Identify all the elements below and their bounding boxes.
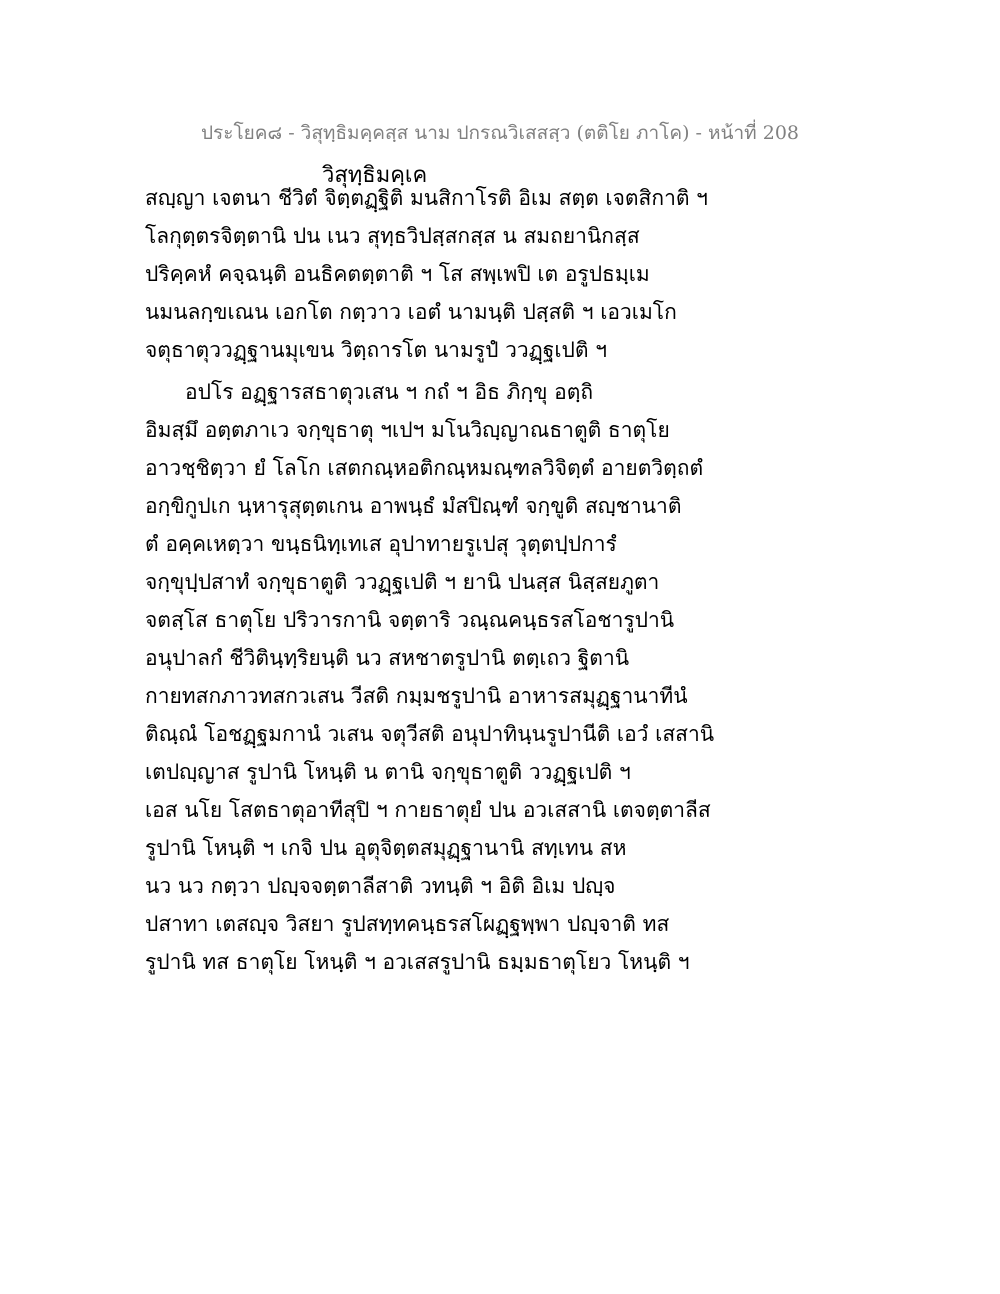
text-line: ติณฺณํ โอชฏฺฐมกานํ วเสน จตุวีสติ อนุปาทินฺนรูปานีติ เอวํ เสสานิ (145, 722, 715, 746)
section-heading: วิสุทฺธิมคฺเค (322, 163, 428, 188)
page-header: ประโยค๘ - วิสุทฺธิมคฺคสฺส นาม ปกรณวิเสสสฺว (ตติโย ภาโค) - หน้าที่ 208 (200, 122, 800, 144)
text-line: อกฺขิกูปเก นฺหารุสุตฺตเกน อาพนฺธํ มํสปิณฺฑํ จกฺขูติ สญฺชานาติ (145, 494, 682, 518)
text-line: อาวชฺชิตฺวา ยํ โลโก เสตกณฺหอติกณฺหมณฺฑลวิจิตฺตํ อายตวิตฺถตํ (145, 456, 704, 480)
text-line: รูปานิ ทส ธาตุโย โหนฺติ ฯ อวเสสรูปานิ ธมฺมธาตุโยว โหนฺติ ฯ (145, 950, 690, 974)
text-line: ปริคฺคหํ คจฺฉนฺติ อนธิคตตฺตาติ ฯ โส สพฺเพปิ เต อรูปธมฺเม (145, 262, 650, 286)
text-line: สญฺญา เจตนา ชีวิตํ จิตฺตฏฺฐิติ มนสิกาโรติ อิเม สตฺต เจตสิกาติ ฯ (145, 186, 708, 210)
body-text (145, 179, 715, 981)
text-line: จกฺขุปฺปสาทํ จกฺขุธาตูติ ววฏฺฐเปติ ฯ ยานิ ปนสฺส นิสฺสยภูตา (145, 570, 660, 594)
text-line: จตุธาตุววฏฺฐานมุเขน วิตฺถารโต นามรูปํ ววฏฺฐเปติ ฯ (145, 338, 607, 362)
text-line: นว นว กตฺวา ปญฺจจตฺตาลีสาติ วทนฺติ ฯ อิติ อิเม ปญฺจ (145, 874, 616, 898)
text-line: อปโร อฏฺฐารสธาตุวเสน ฯ กถํ ฯ อิธ ภิกฺขุ อตฺถิ (185, 380, 594, 404)
text-line: รูปานิ โหนฺติ ฯ เกจิ ปน อุตุจิตฺตสมุฏฺฐานานิ สทฺเทน สห (145, 836, 627, 860)
text-line: โลกุตฺตรจิตฺตานิ ปน เนว สุทฺธวิปสฺสกสฺส น สมถยานิกสฺส (145, 224, 640, 248)
text-line: จตสฺโส ธาตุโย ปริวารกานิ จตฺตาริ วณฺณคนฺธรสโอชารูปานิ (145, 608, 675, 632)
text-line: ปสาทา เตสญฺจ วิสยา รูปสทฺทคนฺธรสโผฏฺฐพฺพา ปญฺจาติ ทส (145, 912, 670, 936)
text-line: อิมสฺมึ อตฺตภาเว จกฺขุธาตุ ฯเปฯ มโนวิญฺญาณธาตูติ ธาตุโย (145, 418, 670, 442)
text-line: เอส นโย โสตธาตุอาทีสุปิ ฯ กายธาตุยํ ปน อวเสสานิ เตจตฺตาลีส (145, 798, 711, 822)
paragraph-1 (145, 179, 708, 369)
text-line: นมนลกฺขเณน เอกโต กตฺวาว เอตํ นามนฺติ ปสฺสติ ฯ เอวเมโก (145, 300, 677, 324)
text-line: เตปญฺญาส รูปานิ โหนฺติ น ตานิ จกฺขุธาตูติ ววฏฺฐเปติ ฯ (145, 760, 631, 784)
paragraph-2 (145, 373, 715, 981)
text-line: อนุปาลกํ ชีวิตินฺทฺริยนฺติ นว สหชาตรูปานิ ตตฺเถว ฐิตานิ (145, 646, 630, 670)
text-line: ตํ อคฺคเหตฺวา ขนฺธนิทฺเทเส อุปาทายรูเปสุ วุตฺตปฺปการํ (145, 532, 617, 556)
text-line: กายทสกภาวทสกวเสน วีสติ กมฺมชรูปานิ อาหารสมุฏฺฐานาทีนํ (145, 684, 688, 708)
